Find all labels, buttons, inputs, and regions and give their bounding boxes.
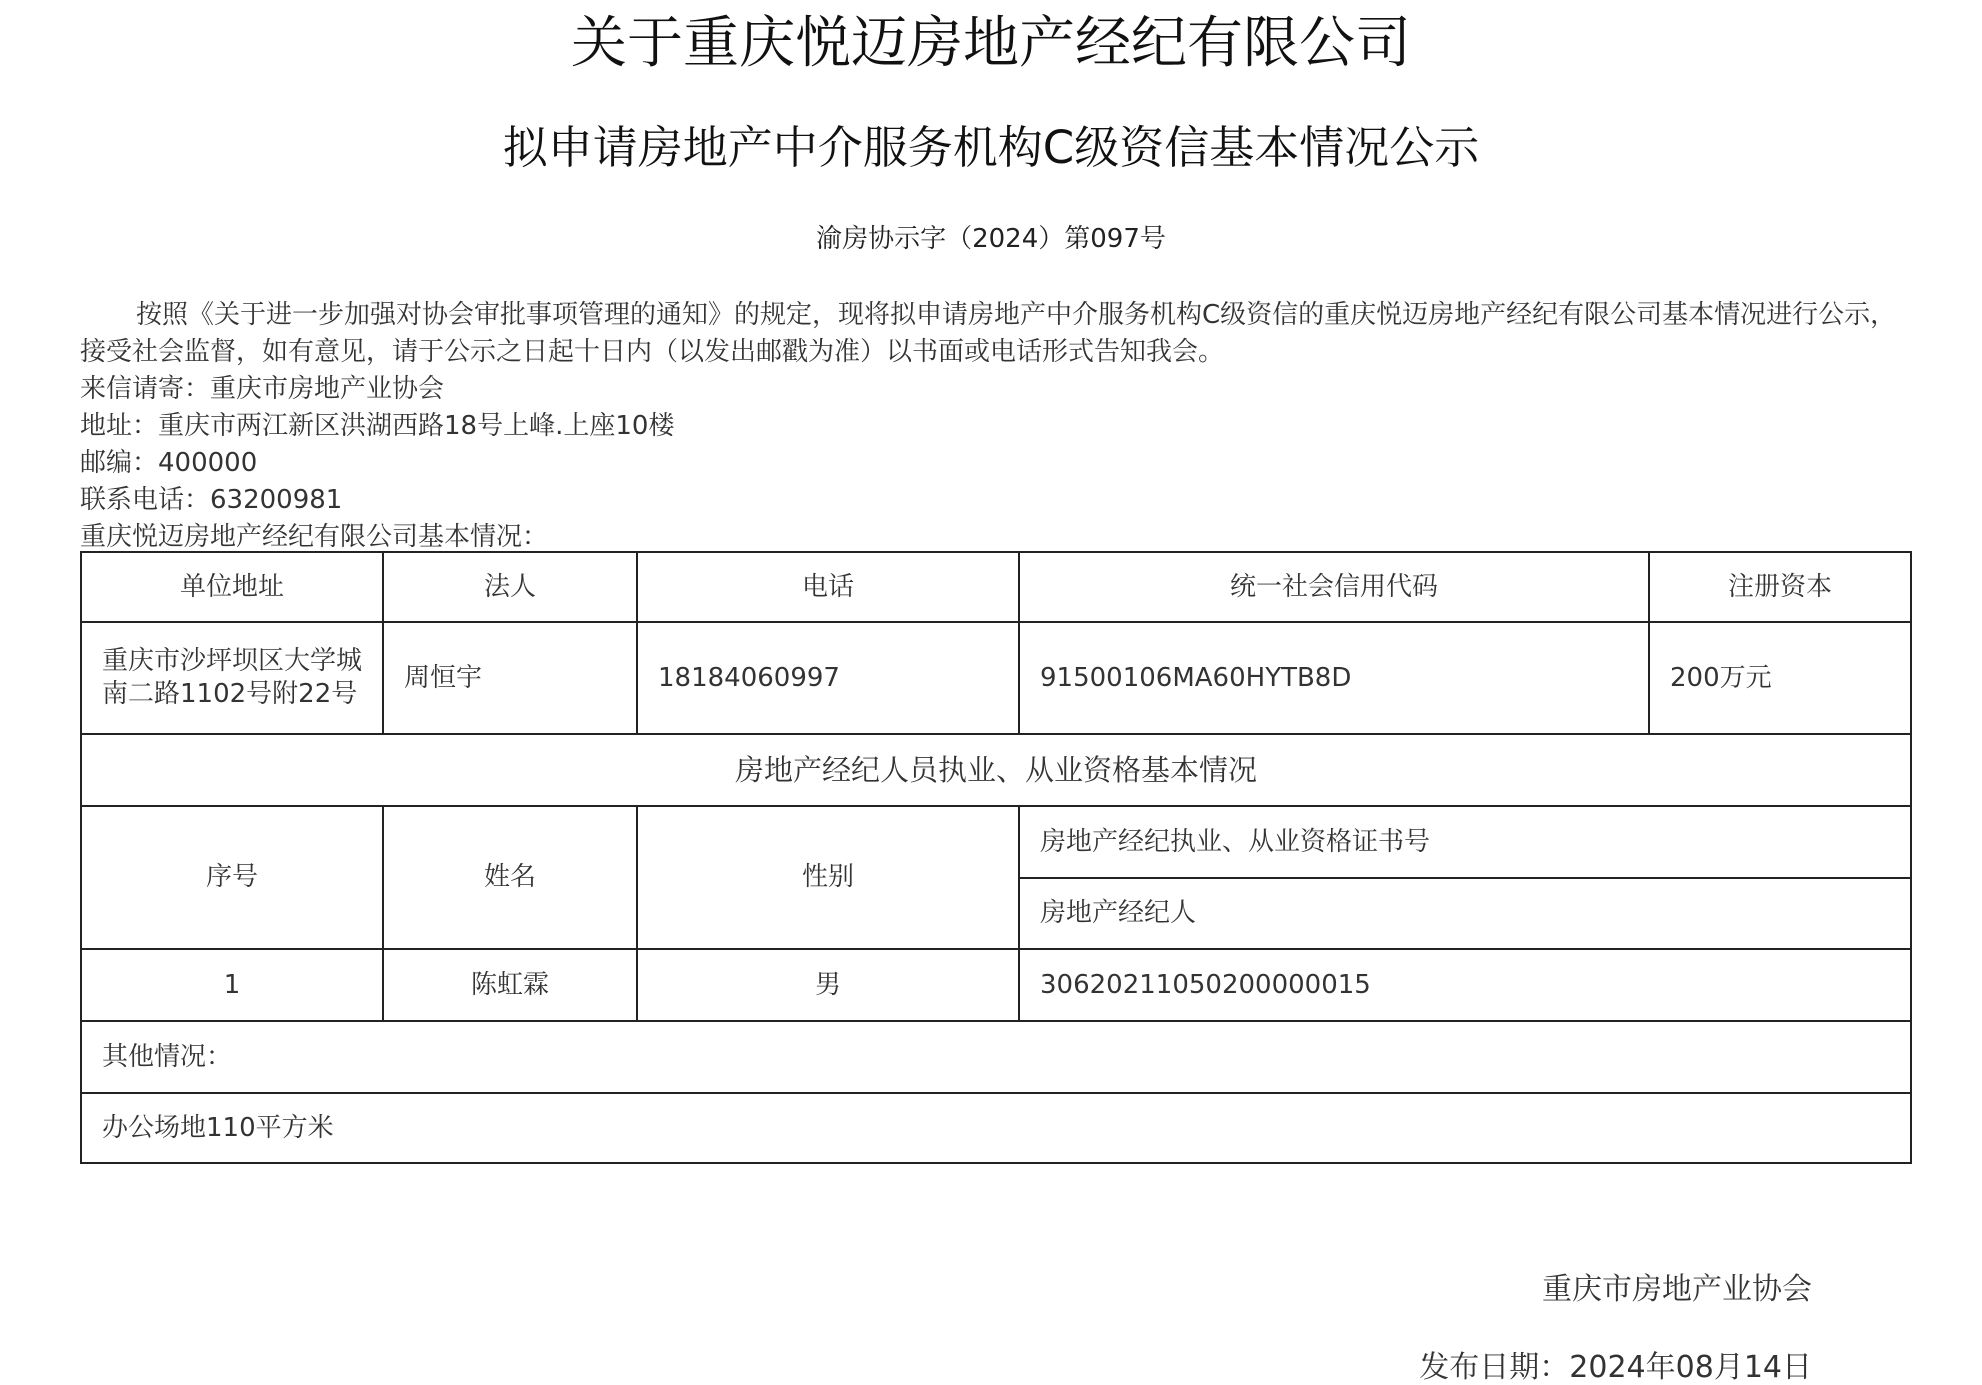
company-legal-person: 周恒宇	[383, 622, 637, 734]
notice-paragraph: 按照《关于进一步加强对协会审批事项管理的通知》的规定，现将拟申请房地产中介服务机构C级资信的重庆悦迈房地产经纪有限公司基本情况进行公示，接受社会监督，如有意见，请于公示之日起十日内（以发出邮戳为准）以书面或电话形式告知我会。	[80, 300, 1897, 367]
postcode-line: 邮编：400000	[80, 448, 258, 478]
company-address: 重庆市沙坪坝区大学城南二路1102号附22号	[81, 622, 383, 734]
company-info-heading: 重庆悦迈房地产经纪有限公司基本情况：	[80, 522, 549, 552]
header-cert-type: 房地产经纪人	[1019, 878, 1911, 949]
publish-date: 发布日期：2024年08月14日	[1419, 1350, 1812, 1385]
staff-section-row	[81, 734, 1911, 806]
company-data-row	[81, 622, 1911, 734]
address-line: 地址：重庆市两江新区洪湖西路18号上峰.上座10楼	[80, 411, 675, 441]
notice-body	[80, 297, 1910, 556]
title-line-1: 关于重庆悦迈房地产经纪有限公司	[571, 11, 1411, 76]
company-phone: 18184060997	[637, 622, 1019, 734]
staff-section-title: 房地产经纪人员执业、从业资格基本情况	[81, 734, 1911, 806]
staff-gender: 男	[637, 949, 1019, 1021]
staff-cert-no: 30620211050200000015	[1019, 949, 1911, 1021]
company-header-row	[81, 552, 1911, 622]
header-gender: 性别	[637, 806, 1019, 949]
issuer-name: 重庆市房地产业协会	[1542, 1272, 1812, 1307]
staff-header-row-1	[81, 806, 1911, 878]
other-content: 办公场地110平方米	[81, 1093, 1911, 1163]
company-info-table	[80, 551, 1912, 1164]
header-credit-code: 统一社会信用代码	[1019, 552, 1649, 622]
staff-name: 陈虹霖	[383, 949, 637, 1021]
header-legal-person: 法人	[383, 552, 637, 622]
header-address: 单位地址	[81, 552, 383, 622]
document-number: 渝房协示字（2024）第097号	[816, 224, 1166, 254]
header-phone: 电话	[637, 552, 1019, 622]
header-cert-no: 房地产经纪执业、从业资格证书号	[1019, 806, 1911, 878]
other-content-row	[81, 1093, 1911, 1163]
phone-line: 联系电话：63200981	[80, 485, 343, 515]
mail-to-line: 来信请寄：重庆市房地产业协会	[80, 374, 445, 404]
company-capital: 200万元	[1649, 622, 1911, 734]
title-line-2: 拟申请房地产中介服务机构C级资信基本情况公示	[502, 121, 1480, 174]
header-name: 姓名	[383, 806, 637, 949]
staff-index: 1	[81, 949, 383, 1021]
other-label-row	[81, 1021, 1911, 1093]
company-credit-code: 91500106MA60HYTB8D	[1019, 622, 1649, 734]
header-index: 序号	[81, 806, 383, 949]
header-capital: 注册资本	[1649, 552, 1911, 622]
staff-row	[81, 949, 1911, 1021]
other-label: 其他情况：	[81, 1021, 1911, 1093]
